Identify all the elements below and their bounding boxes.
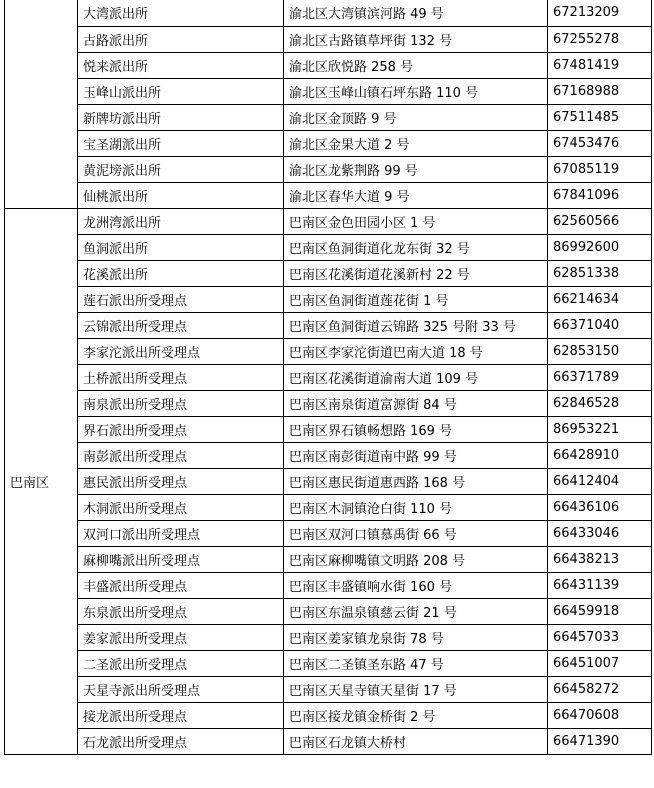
address-cell: 巴南区丰盛镇响水街 160 号 [284, 572, 548, 598]
table-row [5, 182, 652, 208]
table-row [5, 260, 652, 286]
address-cell: 巴南区二圣镇圣东路 47 号 [284, 650, 548, 676]
station-name-cell: 南泉派出所受理点 [78, 390, 284, 416]
station-name-cell: 玉峰山派出所 [78, 78, 284, 104]
address-cell: 巴南区花溪街道花溪新村 22 号 [284, 260, 548, 286]
station-name-cell: 莲石派出所受理点 [78, 286, 284, 312]
station-name-cell: 大湾派出所 [78, 0, 284, 26]
phone-cell: 67255278 [548, 26, 652, 52]
phone-cell: 66470608 [548, 702, 652, 728]
address-cell: 巴南区金色田园小区 1 号 [284, 208, 548, 234]
table-row [5, 338, 652, 364]
address-cell: 巴南区惠民街道惠西路 168 号 [284, 468, 548, 494]
station-name-cell: 土桥派出所受理点 [78, 364, 284, 390]
station-name-cell: 二圣派出所受理点 [78, 650, 284, 676]
table-row [5, 26, 652, 52]
phone-cell: 66436106 [548, 494, 652, 520]
address-cell: 巴南区界石镇畅想路 169 号 [284, 416, 548, 442]
table-row [5, 572, 652, 598]
phone-cell: 67085119 [548, 156, 652, 182]
phone-cell: 66214634 [548, 286, 652, 312]
phone-cell: 67511485 [548, 104, 652, 130]
phone-cell: 67841096 [548, 182, 652, 208]
station-name-cell: 姜家派出所受理点 [78, 624, 284, 650]
address-cell: 渝北区春华大道 9 号 [284, 182, 548, 208]
table-row [5, 416, 652, 442]
station-name-cell: 云锦派出所受理点 [78, 312, 284, 338]
station-name-cell: 宝圣湖派出所 [78, 130, 284, 156]
phone-cell: 62853150 [548, 338, 652, 364]
address-cell: 巴南区南彭街道南中路 99 号 [284, 442, 548, 468]
phone-cell: 66371040 [548, 312, 652, 338]
district-cell: 巴南区 [5, 208, 78, 754]
address-cell: 渝北区金果大道 2 号 [284, 130, 548, 156]
table-row [5, 312, 652, 338]
table-row [5, 208, 652, 234]
station-name-cell: 古路派出所 [78, 26, 284, 52]
address-cell: 巴南区鱼洞街道云锦路 325 号附 33 号 [284, 312, 548, 338]
station-name-cell: 惠民派出所受理点 [78, 468, 284, 494]
address-cell: 渝北区金顶路 9 号 [284, 104, 548, 130]
phone-cell: 66428910 [548, 442, 652, 468]
phone-cell: 67481419 [548, 52, 652, 78]
address-cell: 渝北区玉峰山镇石坪东路 110 号 [284, 78, 548, 104]
phone-cell: 66412404 [548, 468, 652, 494]
table-row [5, 390, 652, 416]
table-row [5, 286, 652, 312]
address-cell: 巴南区木洞镇沧白街 110 号 [284, 494, 548, 520]
address-cell: 巴南区接龙镇金桥街 2 号 [284, 702, 548, 728]
address-cell: 渝北区大湾镇滨河路 49 号 [284, 0, 548, 26]
phone-cell: 62560566 [548, 208, 652, 234]
table-row [5, 624, 652, 650]
station-name-cell: 仙桃派出所 [78, 182, 284, 208]
address-cell: 巴南区双河口镇慕禹街 66 号 [284, 520, 548, 546]
phone-cell: 66458272 [548, 676, 652, 702]
station-name-cell: 界石派出所受理点 [78, 416, 284, 442]
table-row [5, 104, 652, 130]
station-name-cell: 龙洲湾派出所 [78, 208, 284, 234]
address-cell: 渝北区欣悦路 258 号 [284, 52, 548, 78]
phone-cell: 67453476 [548, 130, 652, 156]
address-cell: 巴南区石龙镇大桥村 [284, 728, 548, 754]
station-name-cell: 花溪派出所 [78, 260, 284, 286]
table-row [5, 52, 652, 78]
address-cell: 渝北区古路镇草坪街 132 号 [284, 26, 548, 52]
phone-cell: 66457033 [548, 624, 652, 650]
table-row [5, 650, 652, 676]
phone-cell: 67213209 [548, 0, 652, 26]
phone-cell: 66471390 [548, 728, 652, 754]
address-cell: 渝北区龙紫荆路 99 号 [284, 156, 548, 182]
station-name-cell: 麻柳嘴派出所受理点 [78, 546, 284, 572]
table-row [5, 546, 652, 572]
phone-cell: 66459918 [548, 598, 652, 624]
table-row [5, 728, 652, 754]
table-row [5, 0, 652, 26]
station-name-cell: 鱼洞派出所 [78, 234, 284, 260]
phone-cell: 66431139 [548, 572, 652, 598]
table-row [5, 598, 652, 624]
table-row [5, 234, 652, 260]
table-row [5, 156, 652, 182]
address-cell: 巴南区麻柳嘴镇文明路 208 号 [284, 546, 548, 572]
phone-cell: 66438213 [548, 546, 652, 572]
station-name-cell: 李家沱派出所受理点 [78, 338, 284, 364]
address-cell: 巴南区东温泉镇慈云街 21 号 [284, 598, 548, 624]
phone-cell: 62851338 [548, 260, 652, 286]
station-name-cell: 丰盛派出所受理点 [78, 572, 284, 598]
station-name-cell: 接龙派出所受理点 [78, 702, 284, 728]
table-row [5, 494, 652, 520]
station-name-cell: 木洞派出所受理点 [78, 494, 284, 520]
table-row [5, 78, 652, 104]
station-name-cell: 悦来派出所 [78, 52, 284, 78]
phone-cell: 67168988 [548, 78, 652, 104]
police-station-table [4, 0, 652, 755]
table-row [5, 130, 652, 156]
table-row [5, 702, 652, 728]
address-cell: 巴南区南泉街道富源街 84 号 [284, 390, 548, 416]
phone-cell: 62846528 [548, 390, 652, 416]
address-cell: 巴南区姜家镇龙泉街 78 号 [284, 624, 548, 650]
table-row [5, 364, 652, 390]
address-cell: 巴南区李家沱街道巴南大道 18 号 [284, 338, 548, 364]
address-cell: 巴南区鱼洞街道莲花街 1 号 [284, 286, 548, 312]
phone-cell: 66451007 [548, 650, 652, 676]
phone-cell: 86953221 [548, 416, 652, 442]
station-name-cell: 石龙派出所受理点 [78, 728, 284, 754]
station-name-cell: 东泉派出所受理点 [78, 598, 284, 624]
table-row [5, 442, 652, 468]
phone-cell: 66371789 [548, 364, 652, 390]
station-name-cell: 黄泥塝派出所 [78, 156, 284, 182]
station-name-cell: 新牌坊派出所 [78, 104, 284, 130]
address-cell: 巴南区鱼洞街道化龙东街 32 号 [284, 234, 548, 260]
station-name-cell: 双河口派出所受理点 [78, 520, 284, 546]
table-row [5, 520, 652, 546]
address-cell: 巴南区花溪街道渝南大道 109 号 [284, 364, 548, 390]
table-row [5, 468, 652, 494]
station-name-cell: 天星寺派出所受理点 [78, 676, 284, 702]
phone-cell: 66433046 [548, 520, 652, 546]
table-row [5, 676, 652, 702]
station-name-cell: 南彭派出所受理点 [78, 442, 284, 468]
district-cell [5, 0, 78, 208]
phone-cell: 86992600 [548, 234, 652, 260]
address-cell: 巴南区天星寺镇天星街 17 号 [284, 676, 548, 702]
